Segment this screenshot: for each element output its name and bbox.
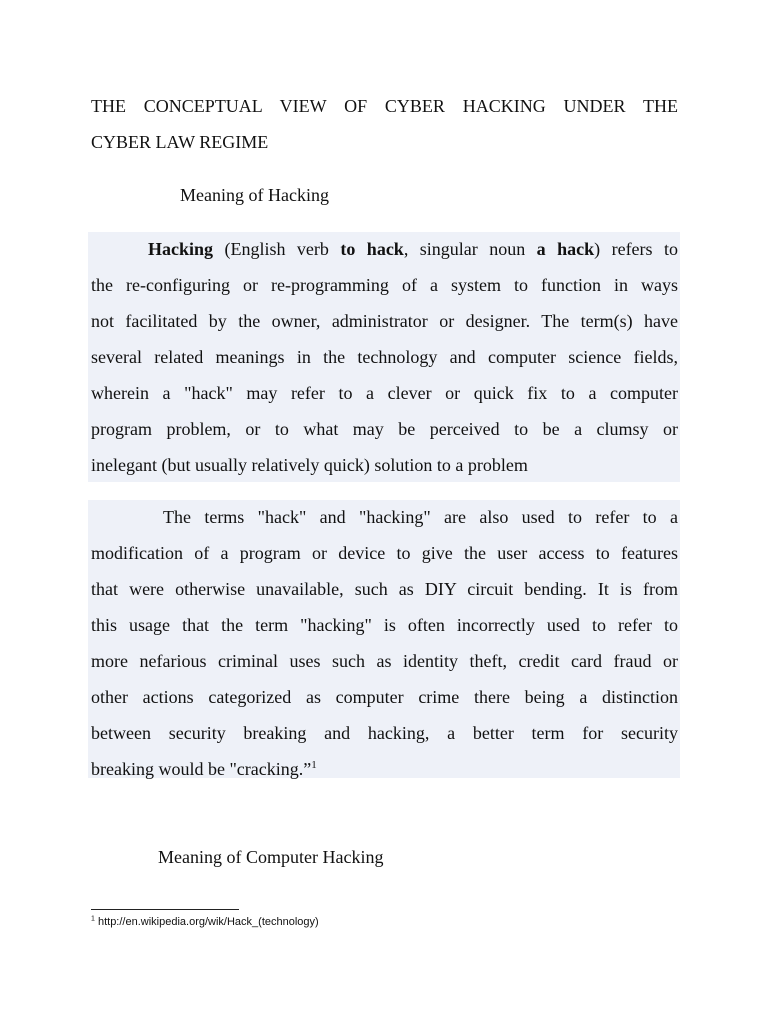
paragraph-line: breaking would be "cracking.”$^1$ (91, 759, 317, 779)
section-heading-meaning-of-computer-hacking: Meaning of Computer Hacking (158, 847, 384, 867)
paragraph-hack-usage (91, 499, 678, 787)
bold-term-a-hack: a hack (536, 239, 595, 259)
paragraph-line: not facilitated by the owner, administrator or designer. The term(s) have (91, 311, 678, 331)
footnote-url[interactable]: http://en.wikipedia.org/wik/Hack_(technology) (94, 916, 319, 928)
paragraph-line: inelegant (but usually relatively quick) solution to a problem (91, 455, 528, 475)
paragraph-line: modification of a program or device to give the user access to features (91, 543, 678, 563)
paragraph-line: several related meanings in the technology and computer science fields, (91, 347, 678, 367)
paragraph-line: this usage that the term "hacking" is often incorrectly used to refer to (91, 615, 678, 635)
footnote-separator (91, 909, 239, 910)
document-title-line-1: THE CONCEPTUAL VIEW OF CYBER HACKING UNDER THE (91, 96, 678, 116)
paragraph-line: more nefarious criminal uses such as identity theft, credit card fraud or (91, 651, 678, 671)
paragraph-hacking-definition (91, 231, 678, 483)
bold-term-hacking: Hacking (148, 239, 214, 259)
paragraph-line: the re-configuring or re-programming of a system to function in ways (91, 275, 678, 295)
paragraph-line: The terms "hack" and "hacking" are also used to refer to a (163, 507, 678, 527)
bold-term-to-hack: to hack (340, 239, 404, 259)
document-title-line-2: CYBER LAW REGIME (91, 132, 269, 152)
paragraph-line: that were otherwise unavailable, such as DIY circuit bending. It is from (91, 579, 678, 599)
paragraph-line: program problem, or to what may be perceived to be a clumsy or (91, 419, 678, 439)
paragraph-line: wherein a "hack" may refer to a clever or quick fix to a computer (91, 383, 678, 403)
footnote-reference[interactable]: 1 (311, 759, 317, 771)
footnote-marker: 1 (91, 915, 95, 923)
footnote (91, 913, 319, 931)
paragraph-line: Hacking (English verb to hack, singular noun a hack) refers to (148, 239, 679, 259)
paragraph-line: between security breaking and hacking, a better term for security (91, 723, 678, 743)
paragraph-line: other actions categorized as computer crime there being a distinction (91, 687, 678, 707)
section-heading-meaning-of-hacking: Meaning of Hacking (180, 185, 329, 205)
